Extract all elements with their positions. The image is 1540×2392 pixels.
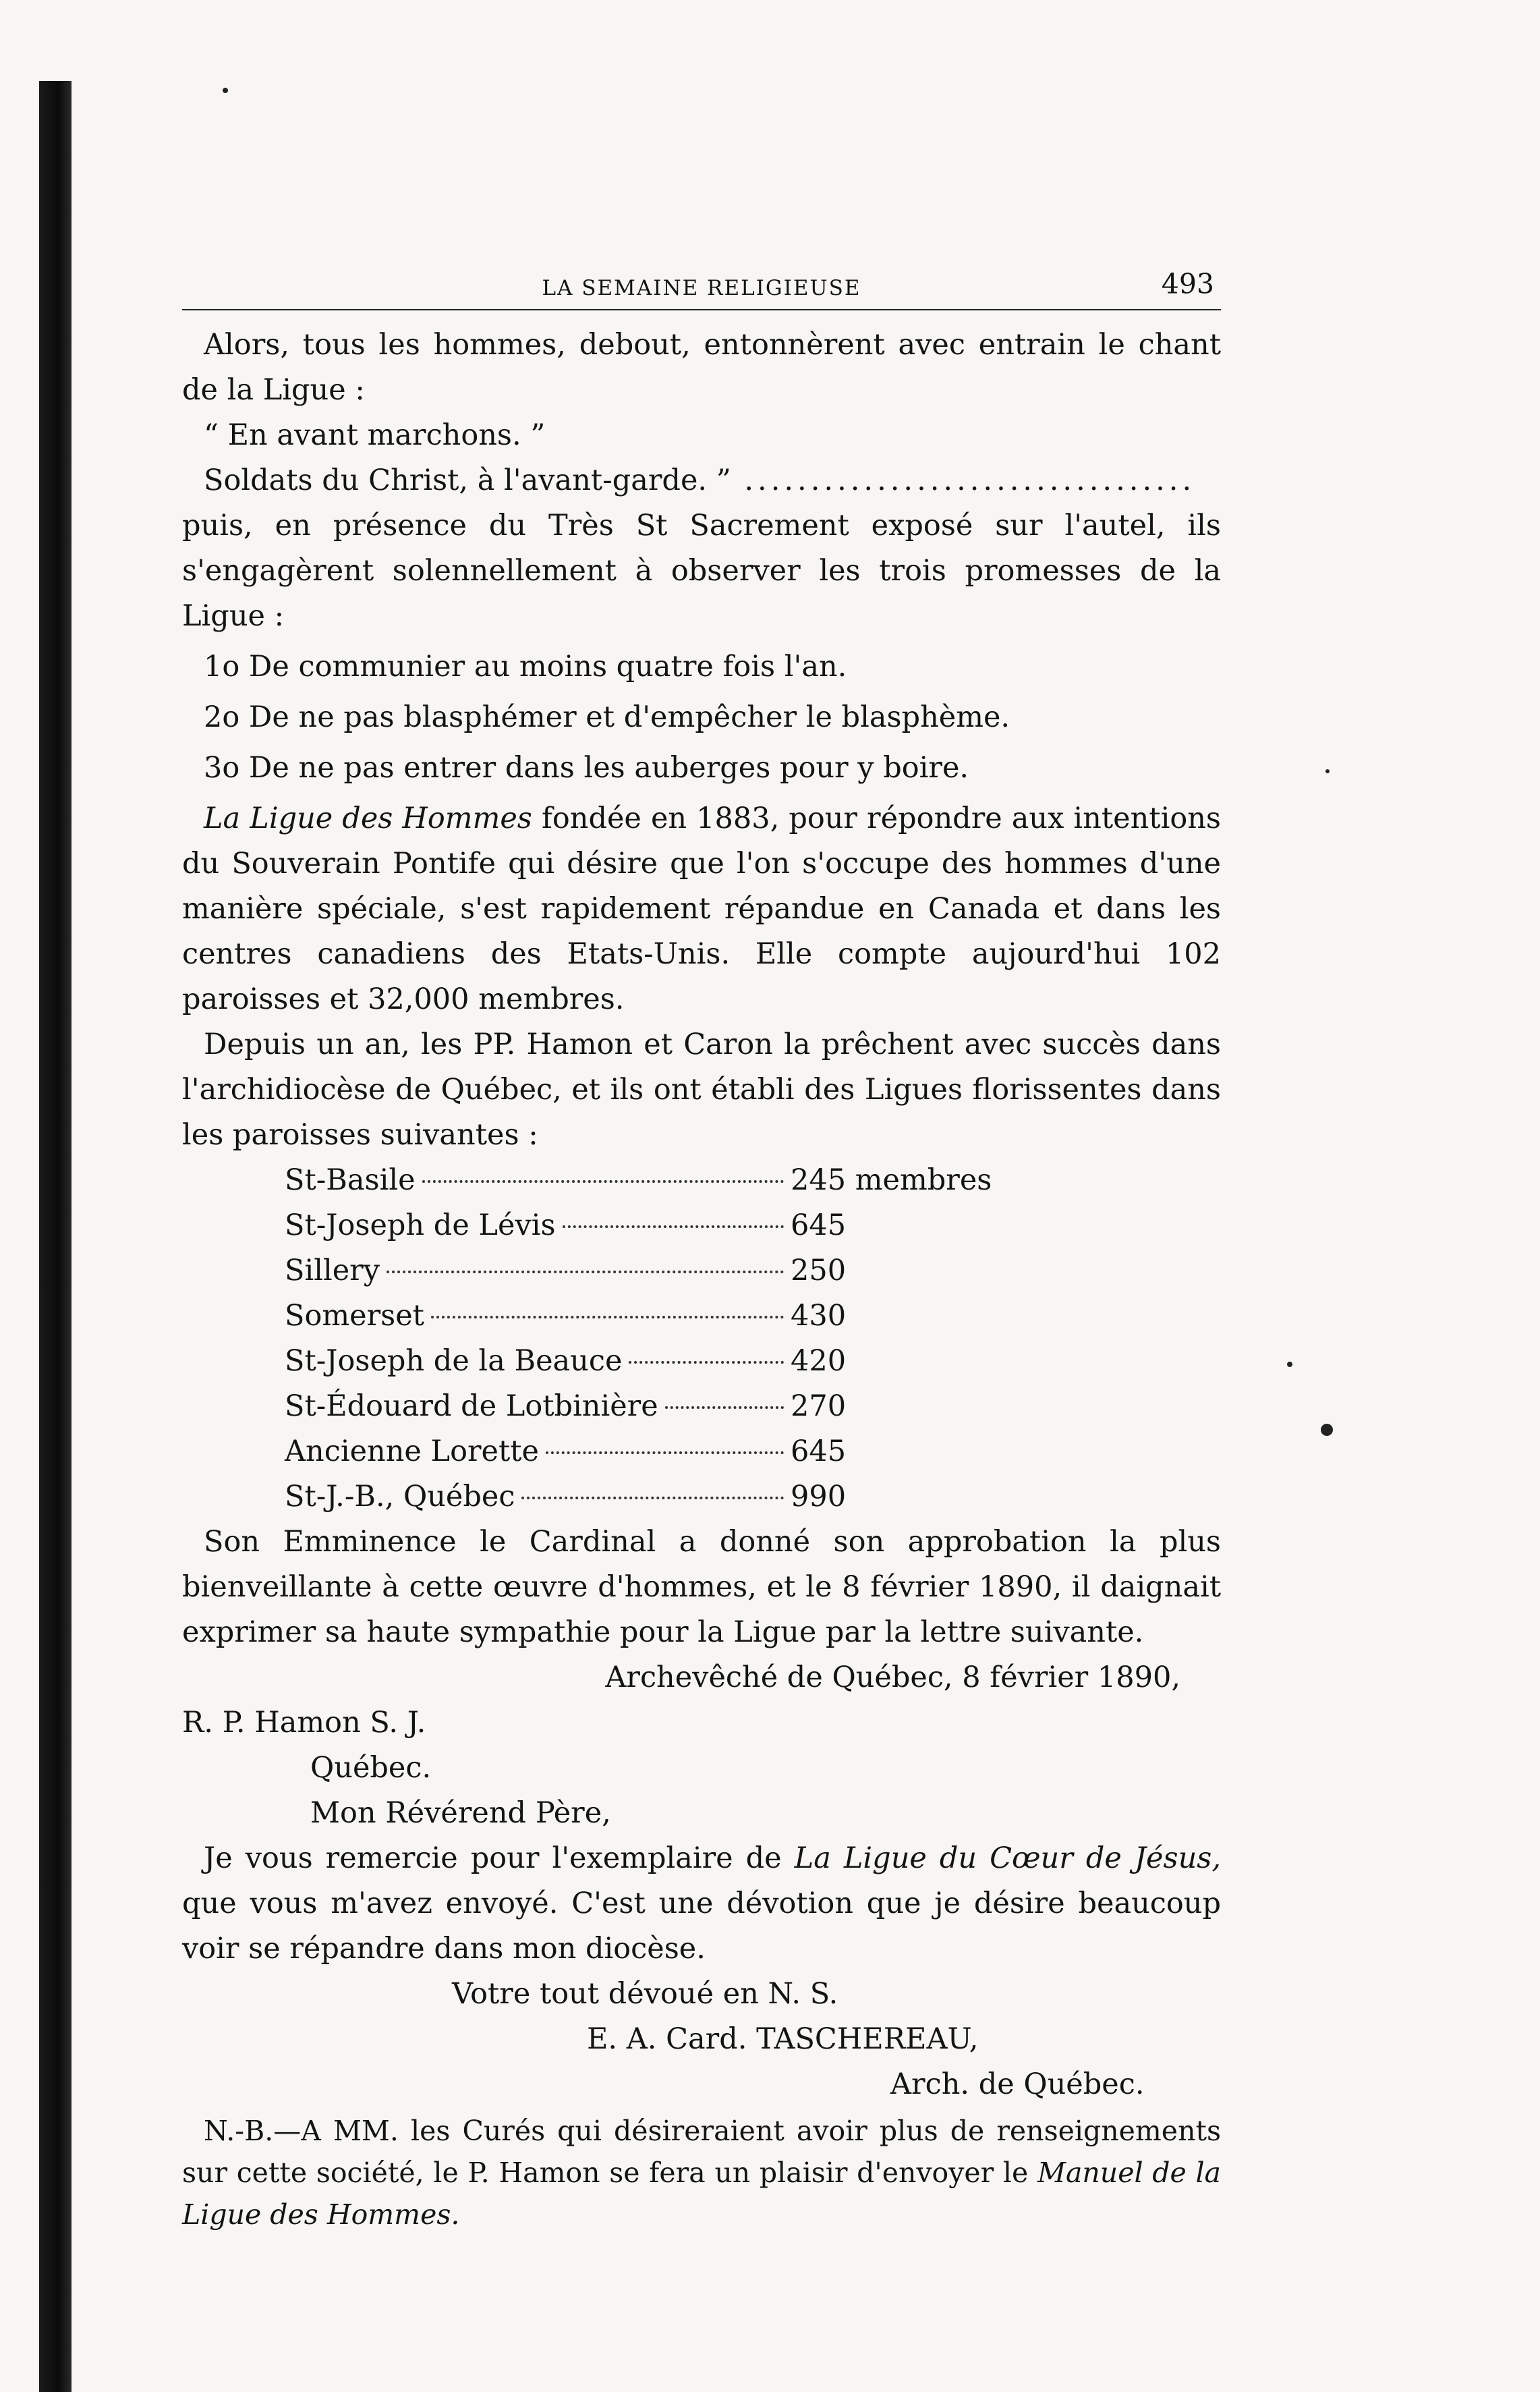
parish-row	[285, 1384, 1013, 1429]
chant-line-2: Soldats du Christ, à l'avant-garde. ” ..................................	[204, 464, 1196, 497]
parish-count: 250	[791, 1254, 847, 1287]
parish-name: Sillery	[285, 1254, 380, 1287]
parish-count: 645	[791, 1208, 847, 1242]
letter-signer-title: Arch. de Québec.	[890, 2067, 1145, 2101]
letter-place-date: Archevêché de Québec, 8 février 1890,	[605, 1661, 1180, 1694]
ligue-text: fondée en 1883, pour répondre aux intentions du Souverain Pontife qui désire que l'on s'occupe des hommes d'une manière spéciale, s'est rapidement répandue en Canada et dans les centres canadiens des Etats-Unis. Elle compte aujourd'hui 102 paroisses et 32,000 membres.	[182, 802, 1221, 1016]
letter-closing: Votre tout dévoué en N. S.	[452, 1977, 838, 2011]
parish-name: St-Joseph de Lévis	[285, 1208, 556, 1242]
chant-text: Soldats du Christ, à l'avant-garde. ”	[204, 464, 731, 497]
book-spine-shadow	[39, 81, 72, 2392]
note-text: N.-B.—A MM. les Curés qui désireraient avoir plus de renseignements sur cette société, le P. Hamon se fera un plaisir d'envoyer le	[182, 2115, 1221, 2189]
letter-signature: E. A. Card. TASCHEREAU,	[587, 2022, 979, 2056]
parish-count: 430	[791, 1299, 847, 1333]
leader-dots	[546, 1451, 784, 1454]
promise-3: 3o De ne pas entrer dans les auberges pour y boire.	[204, 751, 969, 785]
parish-row	[285, 1474, 1013, 1520]
parish-list	[285, 1158, 1013, 1520]
leader-dots	[422, 1180, 784, 1183]
leader-dots	[563, 1225, 784, 1228]
letter-book-title: La Ligue du Cœur de Jésus,	[794, 1841, 1221, 1875]
parish-row	[285, 1203, 1013, 1248]
leader-dots	[387, 1271, 784, 1273]
note-paragraph	[182, 2110, 1221, 2235]
parish-row	[285, 1294, 1013, 1339]
parish-name: St-Joseph de la Beauce	[285, 1344, 623, 1378]
parish-count: 645	[791, 1435, 847, 1468]
paragraph-chant: Alors, tous les hommes, debout, entonnèrent avec entrain le chant de la Ligue :	[182, 328, 1221, 407]
paragraph-promises-intro: puis, en présence du Très St Sacrement exposé sur l'autel, ils s'engagèrent solennellement à observer les trois promesses de la Ligue :	[182, 509, 1221, 633]
ink-speck	[1287, 1362, 1292, 1367]
promise-1: 1o De communier au moins quatre fois l'an.	[204, 650, 847, 684]
letter-addressee: R. P. Hamon S. J.	[182, 1706, 426, 1740]
parish-count: 270	[791, 1389, 847, 1423]
letter-body-b: que vous m'avez envoyé. C'est une dévotion que je désire beaucoup voir se répandre dans mon diocèse.	[182, 1887, 1221, 1966]
paragraph-missions: Depuis un an, les PP. Hamon et Caron la prêchent avec succès dans l'archidiocèse de Québec, et ils ont établi des Ligues florissentes dans les paroisses suivantes :	[182, 1028, 1221, 1152]
ligue-name: La Ligue des Hommes	[204, 802, 532, 835]
leader-dots	[665, 1406, 784, 1409]
paragraph-cardinal: Son Emminence le Cardinal a donné son approbation la plus bienveillante à cette œuvre d'hommes, et le 8 février 1890, il daignait exprimer sa haute sympathie pour la Ligue par la lettre suivante.	[182, 1525, 1221, 1649]
parish-row	[285, 1339, 1013, 1384]
note-manual-title: Manuel de la Ligue des Hommes.	[182, 2157, 1221, 2231]
ink-speck	[1321, 1424, 1333, 1436]
parish-count: 245 membres	[791, 1163, 992, 1197]
letter-salutation: Mon Révérend Père,	[310, 1796, 611, 1830]
promise-2: 2o De ne pas blasphémer et d'empêcher le blasphème.	[204, 700, 1010, 734]
parish-count: 420	[791, 1344, 847, 1378]
letter-body	[182, 1836, 1221, 1972]
parish-row	[285, 1429, 1013, 1474]
chant-line: “ En avant marchons. ”	[204, 418, 546, 452]
parish-name: St-Édouard de Lotbinière	[285, 1389, 658, 1423]
parish-count: 990	[791, 1480, 847, 1513]
parish-name: St-Basile	[285, 1163, 416, 1197]
ink-speck	[1325, 769, 1330, 773]
ink-speck	[223, 88, 228, 93]
parish-name: Somerset	[285, 1299, 424, 1333]
leader-dots	[521, 1497, 784, 1499]
parish-name: Ancienne Lorette	[285, 1435, 539, 1468]
running-header	[182, 256, 1221, 310]
document-page	[182, 256, 1221, 2235]
parish-name: St-J.-B., Québec	[285, 1480, 515, 1513]
letter-body-a: Je vous remercie pour l'exemplaire de	[204, 1841, 795, 1875]
paragraph-ligue	[182, 796, 1221, 1022]
running-title: LA SEMAINE RELIGIEUSE	[542, 276, 861, 300]
letter-city: Québec.	[310, 1751, 432, 1785]
parish-row	[285, 1248, 1013, 1294]
parish-row	[285, 1158, 1013, 1203]
page-number: 493	[1161, 268, 1214, 300]
leader-dots	[431, 1316, 784, 1318]
leader-dots	[629, 1361, 784, 1364]
